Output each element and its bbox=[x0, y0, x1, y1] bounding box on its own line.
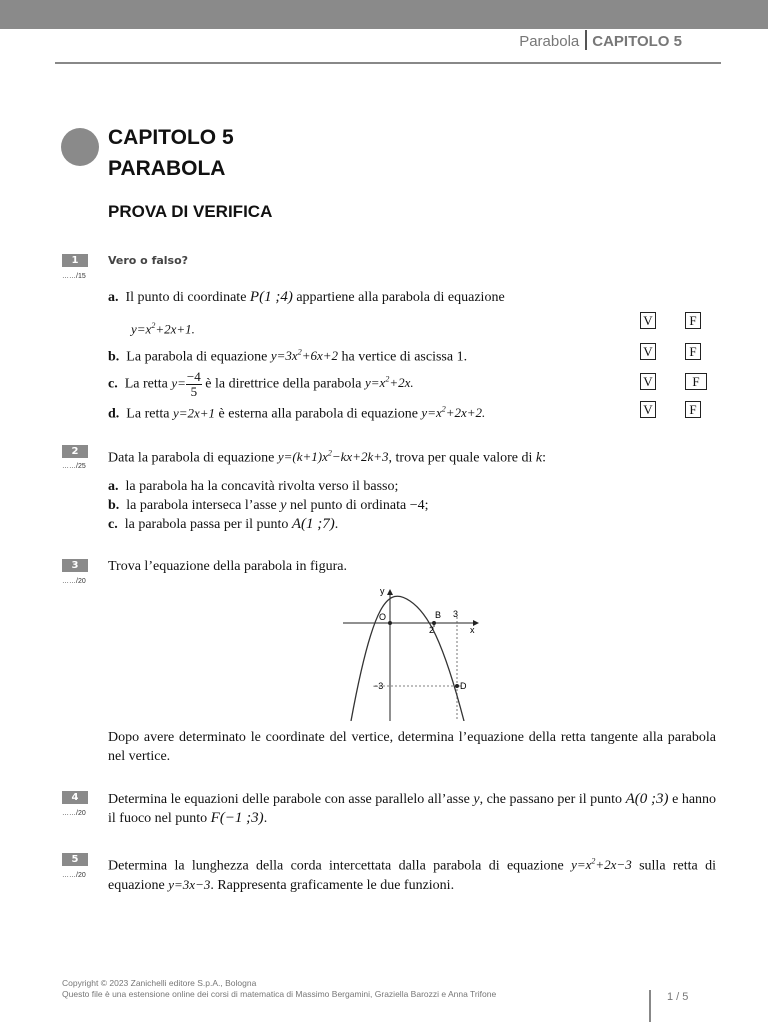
label-tick-neg3: −3 bbox=[373, 681, 384, 691]
test-subtitle: PROVA DI VERIFICA bbox=[108, 202, 273, 221]
exercise-number: 2 bbox=[62, 445, 88, 458]
y-axis-label: y bbox=[380, 586, 385, 596]
top-bar bbox=[0, 0, 768, 29]
label-tick-2: 2 bbox=[429, 625, 435, 635]
parabola-curve bbox=[351, 596, 464, 721]
exercise-number: 5 bbox=[62, 853, 88, 866]
fraction: $\frac{-4}{5}$ bbox=[186, 368, 201, 399]
header-separator bbox=[585, 30, 587, 50]
footer bbox=[62, 978, 496, 1000]
y-axis-arrow bbox=[387, 589, 393, 595]
footer-copyright: Copyright © 2023 Zanichelli editore S.p.A., Bologna bbox=[62, 978, 257, 988]
chapter-title-line2: PARABOLA bbox=[108, 157, 226, 180]
item-b: b. La parabola di equazione $y=3x^2+6x+2$ ha vertice di ascissa 1. bbox=[108, 348, 468, 365]
item-c: c. La retta y= $\frac{-4}{5}$ è la direttrice della parabola $y=x^2+2x$. bbox=[108, 368, 414, 399]
exercise-score: ……/20 bbox=[62, 578, 86, 585]
chapter-title-line1: CAPITOLO 5 bbox=[108, 126, 234, 149]
false-checkbox[interactable]: F bbox=[685, 312, 701, 329]
item-a-equation: $y=x^2+2x+1$. bbox=[131, 321, 195, 337]
point-D bbox=[455, 684, 459, 688]
list-item: c. la parabola passa per il punto A(1 ;7). bbox=[108, 516, 339, 532]
exercise-score: ……/20 bbox=[62, 810, 86, 817]
exercise-2-intro: Data la parabola di equazione $y=(k+1)x^2-kx+2k+3$, trova per quale valore di k: bbox=[108, 449, 546, 466]
parabola-figure bbox=[343, 581, 481, 721]
exercise-number: 3 bbox=[62, 559, 88, 572]
chapter-circle-icon bbox=[61, 128, 99, 166]
x-axis-label: x bbox=[470, 625, 475, 635]
true-checkbox[interactable]: V bbox=[640, 373, 656, 390]
exercise-number: 4 bbox=[62, 791, 88, 804]
footer-note: Questo file è una estensione online dei corsi di matematica di Massimo Bergamini, Graziella Barozzi e Anna Trifone bbox=[62, 989, 497, 999]
exercise-3-followup: Dopo avere determinato le coordinate del vertice, determina l’equazione della retta tangente alla parabola nel vertice. bbox=[108, 730, 716, 764]
label-B: B bbox=[435, 610, 442, 620]
list-item: a. la parabola ha la concavità rivolta verso il basso; bbox=[108, 479, 399, 494]
label-O: O bbox=[379, 612, 387, 622]
chapter-title bbox=[108, 122, 234, 184]
false-checkbox[interactable]: F bbox=[685, 401, 701, 418]
list-item: b. la parabola interseca l’asse y nel punto di ordinata −4; bbox=[108, 498, 429, 513]
exercise-4-text: Determina le equazioni delle parabole con asse parallelo all’asse y, che passano per il punto A(0 ;3) e hanno il fuoco nel punto F(−1 ;3). bbox=[108, 791, 717, 826]
item-a: a. Il punto di coordinate P(1 ;4) appartiene alla parabola di equazione bbox=[108, 289, 505, 305]
header-section: Parabola bbox=[519, 33, 580, 50]
exercise-score: ……/20 bbox=[62, 872, 86, 879]
true-checkbox[interactable]: V bbox=[640, 343, 656, 360]
exercise-5-text: Determina la lunghezza della corda intercettata dalla parabola di equazione $y=x^2+2x-3$ sulla retta di equazione y=3x−3. Rappresenta graficamente le due funzioni. bbox=[108, 857, 717, 894]
item-d: d. La retta y=2x+1 è esterna alla parabola di equazione $y=x^2+2x+2$. bbox=[108, 405, 486, 422]
label-tick-3: 3 bbox=[453, 609, 459, 619]
exercise-heading: Vero o falso? bbox=[108, 254, 189, 267]
exercise-score: ……/15 bbox=[62, 273, 86, 280]
exercise-number: 1 bbox=[62, 254, 88, 267]
label-D: D bbox=[460, 681, 467, 691]
point-O bbox=[388, 621, 392, 625]
exercise-3-text: Trova l’equazione della parabola in figura. bbox=[108, 559, 347, 574]
true-checkbox[interactable]: V bbox=[640, 401, 656, 418]
true-checkbox[interactable]: V bbox=[640, 312, 656, 329]
page-number: 1 / 5 bbox=[667, 991, 689, 1003]
page-number-separator bbox=[649, 990, 651, 1022]
false-checkbox[interactable]: F bbox=[685, 373, 707, 390]
running-header bbox=[519, 30, 682, 50]
false-checkbox[interactable]: F bbox=[685, 343, 701, 360]
header-chapter: CAPITOLO 5 bbox=[592, 33, 682, 50]
header-rule bbox=[55, 62, 721, 64]
exercise-score: ……/25 bbox=[62, 463, 86, 470]
